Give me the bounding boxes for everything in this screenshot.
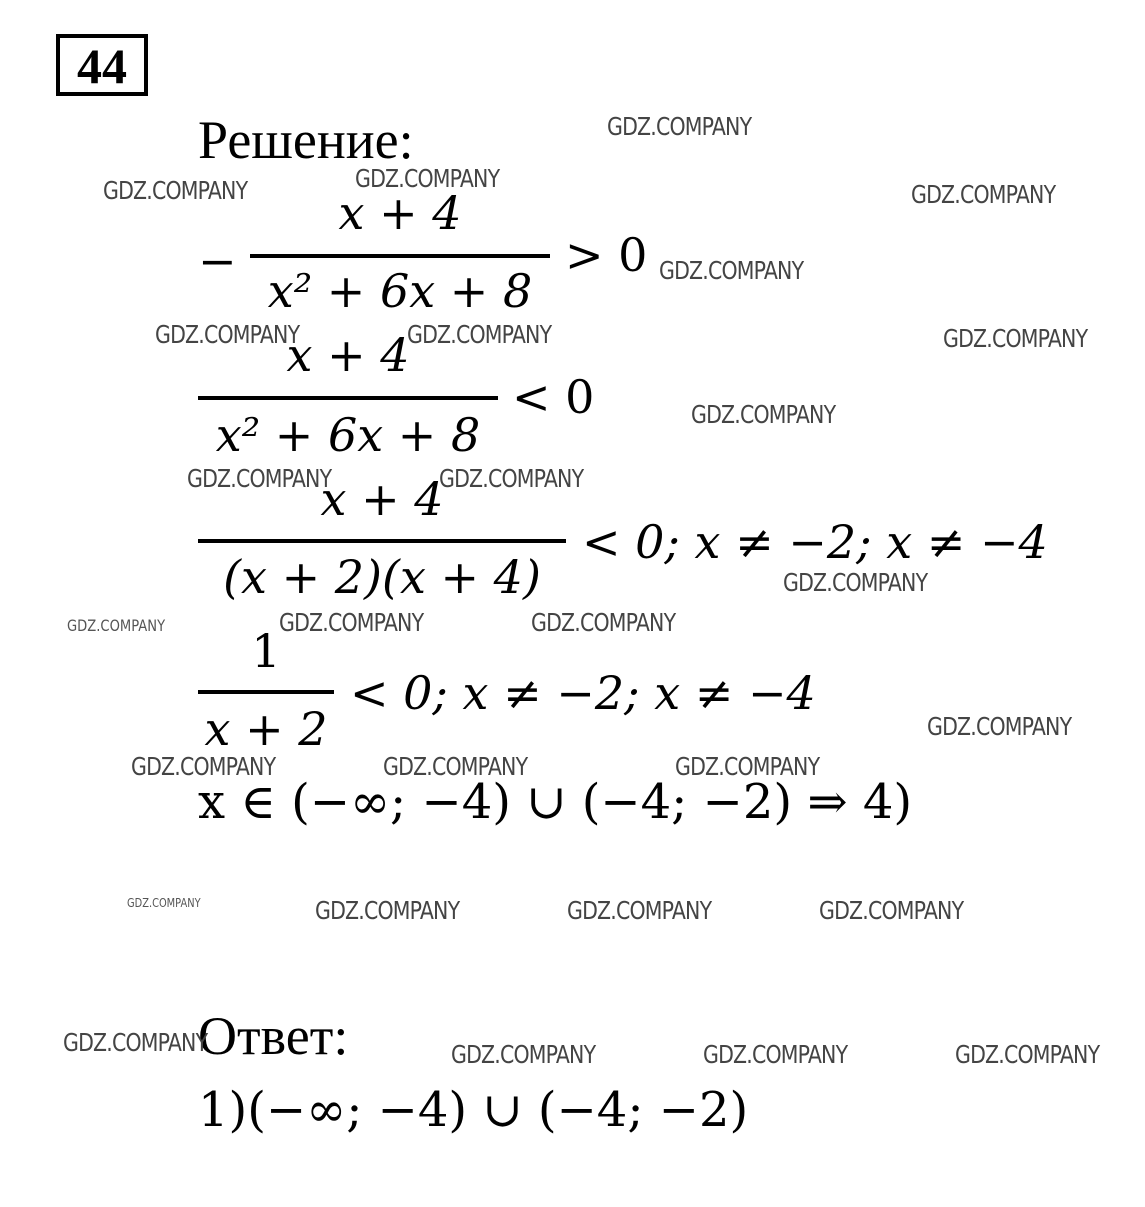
watermark: GDZ.COMPANY (103, 176, 248, 205)
step3-numerator: x + 4 (320, 472, 444, 526)
watermark: GDZ.COMPANY (355, 164, 500, 193)
watermark: GDZ.COMPANY (659, 256, 804, 285)
step2-fraction-bar (198, 396, 498, 400)
watermark: GDZ.COMPANY (407, 320, 552, 349)
watermark: GDZ.COMPANY (383, 752, 528, 781)
watermark: GDZ.COMPANY (279, 608, 424, 637)
step2-numerator: x + 4 (286, 328, 410, 382)
watermark: GDZ.COMPANY (187, 464, 332, 493)
watermark: GDZ.COMPANY (607, 112, 752, 141)
watermark: GDZ.COMPANY (63, 1028, 208, 1057)
watermark: GDZ.COMPANY (675, 752, 820, 781)
step1-denominator: x² + 6x + 8 (267, 264, 533, 318)
step4-numerator: 1 (251, 624, 281, 678)
watermark: GDZ.COMPANY (911, 180, 1056, 209)
problem-number: 44 (56, 34, 148, 96)
watermark: GDZ.COMPANY (567, 896, 712, 925)
watermark: GDZ.COMPANY (67, 616, 166, 635)
step1-relation: > 0 (565, 228, 648, 282)
watermark: GDZ.COMPANY (315, 896, 460, 925)
watermark: GDZ.COMPANY (439, 464, 584, 493)
solution-heading: Решение: (198, 110, 414, 170)
interval-line: x ∈ (−∞; −4) ∪ (−4; −2) ⇒ 4) (198, 774, 913, 830)
answer-heading: Ответ: (198, 1006, 349, 1066)
step4-denominator: x + 2 (204, 702, 328, 756)
answer-line: 1)(−∞; −4) ∪ (−4; −2) (198, 1082, 749, 1138)
step1-numerator: x + 4 (338, 186, 462, 240)
watermark: GDZ.COMPANY (783, 568, 928, 597)
watermark: GDZ.COMPANY (131, 752, 276, 781)
watermark: GDZ.COMPANY (127, 896, 201, 910)
step3-denominator: (x + 2)(x + 4) (223, 550, 541, 604)
watermark: GDZ.COMPANY (691, 400, 836, 429)
watermark: GDZ.COMPANY (531, 608, 676, 637)
watermark: GDZ.COMPANY (927, 712, 1072, 741)
step1-fraction-bar (250, 254, 550, 258)
watermark: GDZ.COMPANY (943, 324, 1088, 353)
watermark: GDZ.COMPANY (155, 320, 300, 349)
step3-relation: < 0; x ≠ −2; x ≠ −4 (582, 515, 1048, 569)
step4-fraction-bar (198, 690, 334, 694)
watermark: GDZ.COMPANY (819, 896, 964, 925)
step2-relation: < 0 (512, 370, 595, 424)
step4-relation: < 0; x ≠ −2; x ≠ −4 (350, 666, 816, 720)
watermark: GDZ.COMPANY (451, 1040, 596, 1069)
step1-sign: − (198, 234, 237, 288)
watermark: GDZ.COMPANY (703, 1040, 848, 1069)
watermark: GDZ.COMPANY (955, 1040, 1100, 1069)
step3-fraction-bar (198, 539, 566, 543)
step2-denominator: x² + 6x + 8 (215, 408, 481, 462)
